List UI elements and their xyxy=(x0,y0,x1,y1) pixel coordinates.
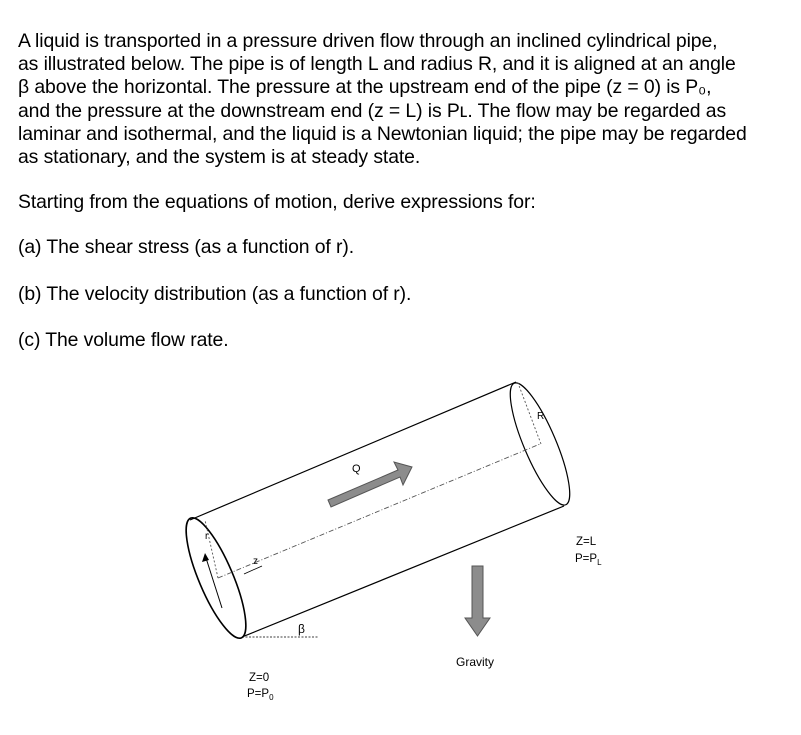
label-upstream-pressure xyxy=(247,688,274,702)
label-downstream-pressure xyxy=(575,553,602,567)
label-flow-Q: Q xyxy=(352,463,361,475)
label-upstream-z: Z=0 xyxy=(249,672,270,684)
intro-line: and the pressure at the downstream end (z = L) is Pʟ. The flow may be regarded as xyxy=(18,99,727,122)
downstream-pressure-main: P=P xyxy=(575,553,598,565)
upstream-end-ellipse xyxy=(175,512,257,645)
z-axis-arrow xyxy=(244,566,262,574)
pipe-centerline xyxy=(218,444,540,578)
derive-prompt: Starting from the equations of motion, derive expressions for: xyxy=(18,191,536,213)
pipe-top-edge xyxy=(190,382,516,520)
label-gravity: Gravity xyxy=(456,655,495,669)
gravity-arrow-icon xyxy=(465,566,490,636)
intro-line: as illustrated below. The pipe is of length L and radius R, and it is aligned at an angle xyxy=(18,53,736,76)
upstream-pressure-subscript: 0 xyxy=(269,693,274,702)
intro-line: β above the horizontal. The pressure at the upstream end of the pipe (z = 0) is P₀, xyxy=(18,76,712,99)
intro-line: A liquid is transported in a pressure driven flow through an inclined cylindrical pipe, xyxy=(18,30,718,52)
label-angle-beta: β xyxy=(298,622,305,636)
intro-line: as stationary, and the system is at steady state. xyxy=(18,146,421,169)
label-z: z xyxy=(253,556,258,567)
r-arrowhead-icon xyxy=(202,553,209,562)
label-r: r xyxy=(205,531,209,542)
question-a: (a) The shear stress (as a function of r). xyxy=(18,236,354,258)
intro-line: laminar and isothermal, and the liquid is a Newtonian liquid; the pipe may be regarded xyxy=(18,122,747,145)
label-downstream-z: Z=L xyxy=(576,536,597,548)
upstream-pressure-main: P=P xyxy=(247,688,270,700)
pipe-bottom-edge xyxy=(242,506,564,637)
label-radius-R: R xyxy=(537,411,545,422)
question-b: (b) The velocity distribution (as a function of r). xyxy=(18,283,412,305)
downstream-pressure-subscript: L xyxy=(597,558,602,567)
question-c: (c) The volume flow rate. xyxy=(18,329,229,351)
flow-direction-arrow-icon xyxy=(328,462,412,507)
